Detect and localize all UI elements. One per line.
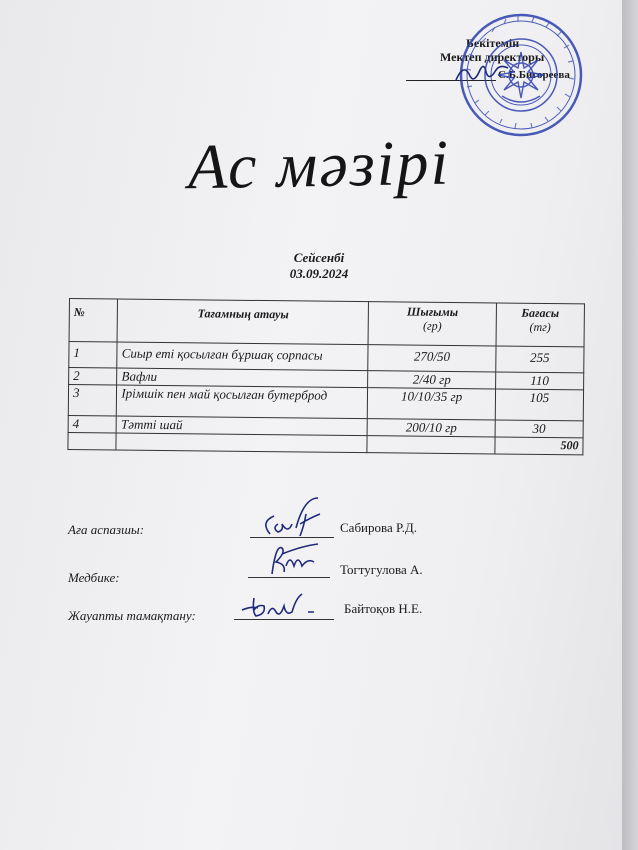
signature-name: Сабирова Р.Д. <box>340 520 417 535</box>
approval-name: С.Б.Бигореева <box>498 69 570 81</box>
row-num: 4 <box>68 415 117 433</box>
total-empty-cell <box>116 433 367 453</box>
signature-mark-icon <box>238 588 322 624</box>
approval-title: Бекітемін <box>466 36 520 50</box>
weekday: Сейсенбі <box>293 250 345 265</box>
total-value: 500 <box>495 437 583 455</box>
row-dish-name: Сиыр еті қосылған бұршақ сорпасы <box>117 342 368 371</box>
row-dish-name: Тәтті шай <box>116 416 367 436</box>
signature-mark-icon <box>262 540 324 580</box>
signature-name: Тогтугулова А. <box>340 562 423 577</box>
header-yield-unit: (гр) <box>422 318 442 333</box>
header-yield-label: Шығымы <box>406 304 459 320</box>
header-price-label: Бағасы <box>521 305 560 321</box>
signature-role: Аға аспазшы: <box>68 522 145 537</box>
row-dish-name: Вафли <box>117 368 368 388</box>
row-price: 105 <box>495 389 583 421</box>
header-price <box>496 303 585 347</box>
row-price: 110 <box>495 372 583 390</box>
row-yield: 270/50 <box>368 345 496 372</box>
row-yield: 10/10/35 гр <box>368 388 496 420</box>
row-dish-name: Ірімшік пен май қосылған бутерброд <box>117 385 368 419</box>
row-num: 1 <box>69 342 118 369</box>
total-empty-cell <box>68 432 117 450</box>
approval-role: Мектеп директоры <box>440 50 545 64</box>
header-price-unit: (тг) <box>529 319 551 335</box>
row-price: 255 <box>496 346 584 373</box>
menu-date: 03.09.2024 <box>289 266 349 281</box>
director-signature-icon <box>452 58 512 88</box>
signature-role: Жауапты тамақтану: <box>68 608 196 623</box>
row-yield: 2/40 гр <box>368 371 496 389</box>
row-num: 2 <box>69 368 118 386</box>
row-num: 3 <box>68 385 117 417</box>
header-num: № <box>69 299 118 343</box>
signature-role: Медбике: <box>68 570 120 585</box>
row-yield: 200/10 гр <box>367 419 495 437</box>
total-empty-cell <box>367 436 495 454</box>
table-header-row <box>69 299 584 347</box>
row-price: 30 <box>495 420 583 438</box>
signature-mark-icon <box>256 494 326 540</box>
header-yield <box>368 302 496 346</box>
page-edge <box>622 0 638 850</box>
menu-table <box>67 298 585 455</box>
page-title: Ас мәзірі <box>187 126 451 203</box>
header-name: Тағамның атауы <box>117 299 368 345</box>
signature-name: Байтоқов Н.Е. <box>344 601 423 616</box>
